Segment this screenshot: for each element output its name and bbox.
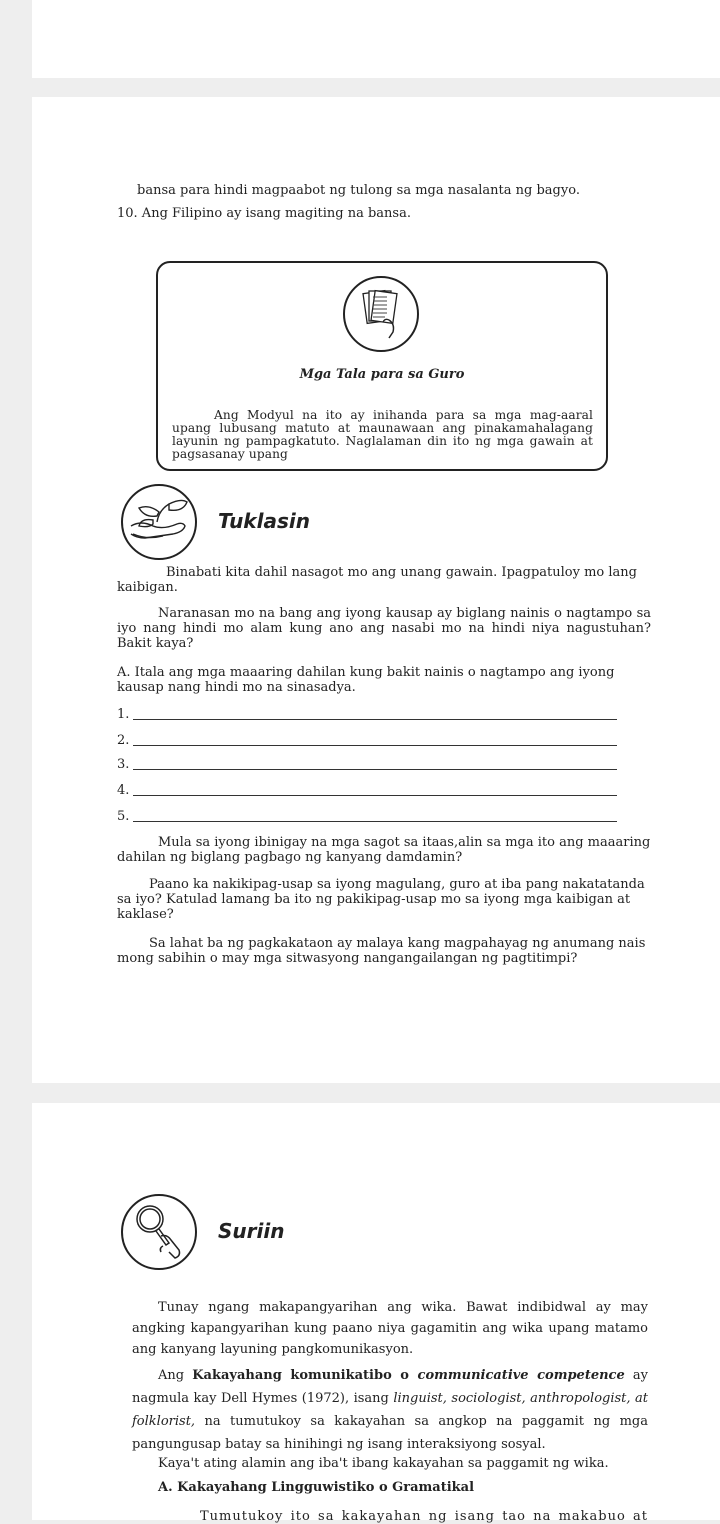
text-line-top2: 10. Ang Filipino ay isang magiting na bansa. (117, 206, 411, 221)
answer-line[interactable] (133, 821, 617, 822)
tuklasin-heading: Tuklasin (218, 509, 310, 533)
list-number: 3. (117, 757, 130, 772)
answer-line[interactable] (133, 719, 617, 720)
teacher-notes-text: Ang Modyul na ito ay inihanda para sa mga mag-aaral upang lubusang matuto at maunawaan ang pinakamahalagang layunin ng pampagkatuto. Naglalaman din ito ng mga gawain at pagsasanay upang (172, 408, 593, 461)
previous-page (32, 0, 720, 78)
suriin-subheading: A. Kakayahang Lingguwistiko o Gramatikal (158, 1480, 475, 1495)
suriin-para4: Tumutukoy ito sa kakayahan ng isang tao na makabuo at (200, 1509, 648, 1524)
tuklasin-para5: Paano ka nakikipag-usap sa iyong magulang, guro at iba pang nakatatanda sa iyo? Katulad lamang ba ito ng pakikipag-usap mo sa iyong mga kaibigan at kaklase? (117, 877, 645, 922)
tuklasin-para2: Naranasan mo na bang ang iyong kausap ay biglang nainis o nagtampo sa iyo nang hindi mo alam kung ano ang nasabi mo na hindi niya nagustuhan? Bakit kaya? (117, 606, 651, 651)
answer-line[interactable] (133, 745, 617, 746)
text-line-top1: bansa para hindi magpaabot ng tulong sa mga nasalanta ng bagyo. (137, 183, 580, 198)
suriin-para3: Kaya't ating alamin ang iba't ibang kakayahan sa paggamit ng wika. (158, 1456, 609, 1471)
tuklasin-para6: Sa lahat ba ng pagkakataon ay malaya kang magpahayag ng anumang nais mong sabihin o may mga sitwasyong nangangailangan ng pagtitimpi? (117, 936, 646, 966)
suriin-para1: Tunay ngang makapangyarihan ang wika. Bawat indibidwal ay may angking kapangyarihan kung paano niya gagamitin ang wika upang matamo ang kanyang layuning pangkomunikasyon. (132, 1300, 648, 1357)
list-number: 1. (117, 707, 130, 722)
list-number: 4. (117, 783, 130, 798)
papers-in-hand-icon (343, 276, 419, 352)
suriin-para2: Ang Kakayahang komunikatibo o communicative competence ay nagmula kay Dell Hymes (1972), isang linguist, sociologist, anthropologist, at folklorist, na tumutukoy sa kakayahan sa angkop na paggamit ng mga pangungusap batay sa hinihingi ng isang interaksiyong sosyal. (132, 1368, 648, 1452)
tuklasin-para3: A. Itala ang mga maaaring dahilan kung bakit nainis o nagtampo ang iyong kausap nang hindi mo na sinasadya. (117, 665, 615, 695)
list-number: 2. (117, 733, 130, 748)
tuklasin-para4: Mula sa iyong ibinigay na mga sagot sa itaas,alin sa mga ito ang maaaring dahilan ng biglang pagbago ng kanyang damdamin? (117, 835, 651, 865)
plant-in-hand-icon (121, 484, 197, 560)
tuklasin-para1: Binabati kita dahil nasagot mo ang unang gawain. Ipagpatuloy mo lang kaibigan. (117, 565, 637, 595)
magnifier-in-hand-icon (121, 1194, 197, 1270)
teacher-notes-title: Mga Tala para sa Guro (299, 367, 465, 382)
list-number: 5. (117, 809, 130, 824)
suriin-heading: Suriin (218, 1219, 285, 1243)
answer-line[interactable] (133, 795, 617, 796)
teacher-notes-box (156, 261, 608, 471)
answer-line[interactable] (133, 769, 617, 770)
